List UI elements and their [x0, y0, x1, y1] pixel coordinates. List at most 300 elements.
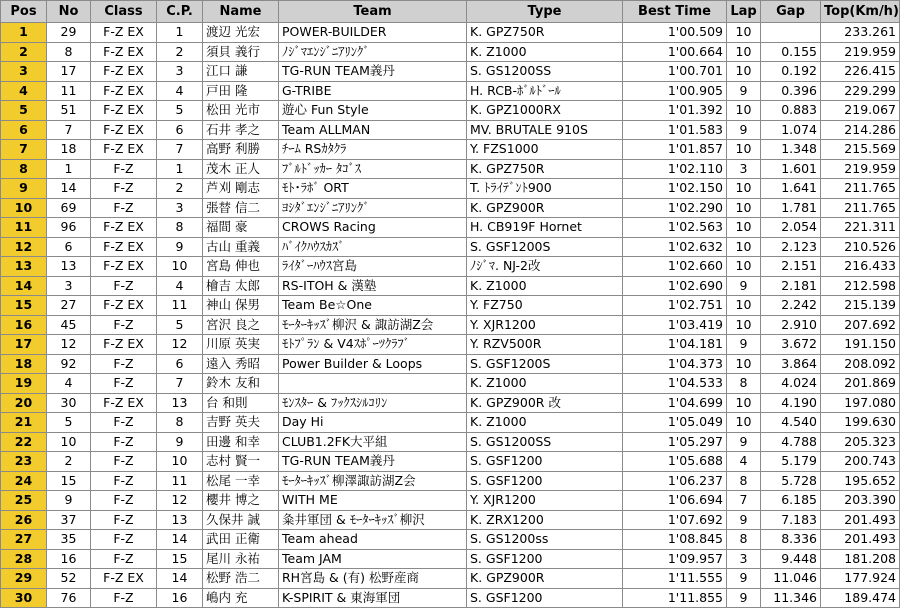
table-row[interactable] — [1, 120, 900, 140]
cell-gap: 0.396 — [761, 81, 821, 101]
cell-top-speed: 233.261 — [821, 23, 900, 43]
cell-best-time: 1'00.701 — [623, 62, 727, 82]
cell-name: 尾川 永祐 — [203, 549, 279, 569]
table-row[interactable] — [1, 140, 900, 160]
table-row[interactable] — [1, 159, 900, 179]
cell-gap: 2.242 — [761, 296, 821, 316]
header-no[interactable]: No — [47, 1, 91, 23]
cell-cp: 6 — [157, 120, 203, 140]
cell-team: G-TRIBE — [279, 81, 467, 101]
cell-name: 台 和則 — [203, 393, 279, 413]
cell-cp: 8 — [157, 413, 203, 433]
cell-gap: 9.448 — [761, 549, 821, 569]
cell-no: 4 — [47, 374, 91, 394]
cell-type: T. ﾄﾗｲﾃﾞﾝﾄ900 — [467, 179, 623, 199]
cell-name: 武田 正衛 — [203, 530, 279, 550]
cell-lap: 10 — [727, 296, 761, 316]
cell-cp: 12 — [157, 491, 203, 511]
cell-best-time: 1'08.845 — [623, 530, 727, 550]
cell-best-time: 1'02.290 — [623, 198, 727, 218]
cell-top-speed: 181.208 — [821, 549, 900, 569]
table-row[interactable] — [1, 374, 900, 394]
cell-cp: 1 — [157, 23, 203, 43]
cell-team: Day Hi — [279, 413, 467, 433]
cell-cp: 11 — [157, 471, 203, 491]
cell-team: K-SPIRIT & 東海軍団 — [279, 588, 467, 608]
cell-lap: 7 — [727, 491, 761, 511]
cell-name: 松尾 一幸 — [203, 471, 279, 491]
cell-class: F-Z — [91, 530, 157, 550]
cell-gap: 2.123 — [761, 237, 821, 257]
cell-best-time: 1'02.690 — [623, 276, 727, 296]
cell-cp: 14 — [157, 530, 203, 550]
cell-type: S. GSF1200 — [467, 452, 623, 472]
table-row[interactable] — [1, 569, 900, 589]
cell-gap: 1.348 — [761, 140, 821, 160]
cell-class: F-Z — [91, 354, 157, 374]
header-pos[interactable]: Pos — [1, 1, 47, 23]
cell-team: RS-ITOH & 漢塾 — [279, 276, 467, 296]
cell-top-speed: 219.959 — [821, 159, 900, 179]
cell-top-speed: 210.526 — [821, 237, 900, 257]
cell-name: 檜吉 太郎 — [203, 276, 279, 296]
cell-name: 久保井 誠 — [203, 510, 279, 530]
cell-top-speed: 203.390 — [821, 491, 900, 511]
cell-type: S. GSF1200S — [467, 237, 623, 257]
cell-type: Y. XJR1200 — [467, 491, 623, 511]
cell-top-speed: 195.652 — [821, 471, 900, 491]
table-row[interactable] — [1, 276, 900, 296]
cell-pos: 11 — [1, 218, 47, 238]
cell-lap: 10 — [727, 179, 761, 199]
cell-class: F-Z EX — [91, 296, 157, 316]
header-gap[interactable]: Gap — [761, 1, 821, 23]
cell-best-time: 1'02.110 — [623, 159, 727, 179]
table-row[interactable] — [1, 257, 900, 277]
cell-lap: 9 — [727, 569, 761, 589]
cell-class: F-Z — [91, 452, 157, 472]
cell-class: F-Z EX — [91, 62, 157, 82]
cell-type: S. GSF1200 — [467, 549, 623, 569]
cell-top-speed: 219.067 — [821, 101, 900, 121]
cell-type: S. GSF1200S — [467, 354, 623, 374]
cell-lap: 10 — [727, 42, 761, 62]
cell-gap: 3.672 — [761, 335, 821, 355]
cell-no: 7 — [47, 120, 91, 140]
cell-type: S. GS1200SS — [467, 62, 623, 82]
cell-gap: 2.910 — [761, 315, 821, 335]
cell-class: F-Z — [91, 374, 157, 394]
cell-lap: 10 — [727, 62, 761, 82]
cell-name: 張替 信二 — [203, 198, 279, 218]
cell-lap: 8 — [727, 530, 761, 550]
cell-best-time: 1'00.905 — [623, 81, 727, 101]
cell-lap: 8 — [727, 374, 761, 394]
cell-type: K. Z1000 — [467, 374, 623, 394]
cell-no: 6 — [47, 237, 91, 257]
cell-team: ﾓﾄ･ﾗﾎﾞ ORT — [279, 179, 467, 199]
table-row[interactable] — [1, 296, 900, 316]
cell-pos: 24 — [1, 471, 47, 491]
cell-top-speed: 201.493 — [821, 530, 900, 550]
table-row[interactable] — [1, 432, 900, 452]
cell-team: RH宮島 & (有) 松野産商 — [279, 569, 467, 589]
table-row[interactable] — [1, 588, 900, 608]
cell-pos: 12 — [1, 237, 47, 257]
header-row — [1, 1, 900, 23]
cell-cp: 3 — [157, 62, 203, 82]
cell-name: 川原 英実 — [203, 335, 279, 355]
cell-pos: 22 — [1, 432, 47, 452]
cell-gap: 0.155 — [761, 42, 821, 62]
cell-team: TG-RUN TEAM義丹 — [279, 452, 467, 472]
cell-best-time: 1'04.533 — [623, 374, 727, 394]
cell-pos: 26 — [1, 510, 47, 530]
cell-best-time: 1'04.373 — [623, 354, 727, 374]
cell-name: 福間 豪 — [203, 218, 279, 238]
cell-team: ﾓｰﾀｰｷｯｽﾞ柳沢 & 諏訪湖Z会 — [279, 315, 467, 335]
table-row[interactable] — [1, 530, 900, 550]
cell-cp: 5 — [157, 315, 203, 335]
cell-team: ﾊﾞｲｸﾊｳｽｶｽﾞ — [279, 237, 467, 257]
cell-pos: 5 — [1, 101, 47, 121]
cell-top-speed: 200.743 — [821, 452, 900, 472]
cell-best-time: 1'11.555 — [623, 569, 727, 589]
cell-no: 15 — [47, 471, 91, 491]
cell-top-speed: 226.415 — [821, 62, 900, 82]
cell-top-speed: 212.598 — [821, 276, 900, 296]
cell-team: Team ahead — [279, 530, 467, 550]
cell-pos: 27 — [1, 530, 47, 550]
cell-class: F-Z — [91, 179, 157, 199]
cell-team: Team JAM — [279, 549, 467, 569]
header-top-speed[interactable]: Top(Km/h) — [821, 1, 900, 23]
cell-type: K. GPZ900R 改 — [467, 393, 623, 413]
header-team[interactable]: Team — [279, 1, 467, 23]
cell-team: CLUB1.2FK大平組 — [279, 432, 467, 452]
cell-best-time: 1'02.751 — [623, 296, 727, 316]
cell-pos: 21 — [1, 413, 47, 433]
cell-pos: 15 — [1, 296, 47, 316]
cell-name: 高野 利勝 — [203, 140, 279, 160]
cell-no: 11 — [47, 81, 91, 101]
cell-pos: 13 — [1, 257, 47, 277]
cell-pos: 30 — [1, 588, 47, 608]
cell-name: 鈴木 友和 — [203, 374, 279, 394]
cell-lap: 3 — [727, 159, 761, 179]
cell-gap: 4.540 — [761, 413, 821, 433]
cell-cp: 7 — [157, 140, 203, 160]
cell-team: ﾗｲﾀﾞｰﾊｳｽ宮島 — [279, 257, 467, 277]
cell-lap: 10 — [727, 393, 761, 413]
cell-best-time: 1'05.688 — [623, 452, 727, 472]
cell-lap: 10 — [727, 315, 761, 335]
cell-best-time: 1'02.660 — [623, 257, 727, 277]
cell-best-time: 1'04.181 — [623, 335, 727, 355]
table-row[interactable] — [1, 179, 900, 199]
cell-top-speed: 229.299 — [821, 81, 900, 101]
cell-pos: 29 — [1, 569, 47, 589]
cell-team: TG-RUN TEAM義丹 — [279, 62, 467, 82]
cell-lap: 10 — [727, 101, 761, 121]
cell-lap: 9 — [727, 81, 761, 101]
cell-lap: 10 — [727, 218, 761, 238]
cell-gap: 8.336 — [761, 530, 821, 550]
header-cp[interactable]: C.P. — [157, 1, 203, 23]
cell-no: 30 — [47, 393, 91, 413]
cell-no: 51 — [47, 101, 91, 121]
table-row[interactable] — [1, 42, 900, 62]
cell-top-speed: 214.286 — [821, 120, 900, 140]
cell-pos: 8 — [1, 159, 47, 179]
cell-gap: 11.046 — [761, 569, 821, 589]
cell-pos: 3 — [1, 62, 47, 82]
cell-cp: 13 — [157, 393, 203, 413]
cell-best-time: 1'09.957 — [623, 549, 727, 569]
cell-no: 3 — [47, 276, 91, 296]
cell-pos: 14 — [1, 276, 47, 296]
cell-team: ﾁｰﾑ RSｶﾀｸﾗ — [279, 140, 467, 160]
cell-name: 石井 孝之 — [203, 120, 279, 140]
cell-gap: 2.181 — [761, 276, 821, 296]
cell-lap: 9 — [727, 335, 761, 355]
cell-pos: 18 — [1, 354, 47, 374]
cell-name: 渡辺 光宏 — [203, 23, 279, 43]
cell-gap: 5.728 — [761, 471, 821, 491]
cell-top-speed: 208.092 — [821, 354, 900, 374]
cell-pos: 4 — [1, 81, 47, 101]
cell-type: H. CB919F Hornet — [467, 218, 623, 238]
cell-type: K. GPZ900R — [467, 569, 623, 589]
header-name[interactable]: Name — [203, 1, 279, 23]
cell-best-time: 1'06.237 — [623, 471, 727, 491]
cell-lap: 4 — [727, 452, 761, 472]
table-row[interactable] — [1, 315, 900, 335]
cell-cp: 15 — [157, 549, 203, 569]
cell-class: F-Z EX — [91, 218, 157, 238]
cell-pos: 23 — [1, 452, 47, 472]
cell-class: F-Z EX — [91, 101, 157, 121]
cell-no: 96 — [47, 218, 91, 238]
cell-best-time: 1'02.563 — [623, 218, 727, 238]
table-row[interactable] — [1, 62, 900, 82]
cell-class: F-Z EX — [91, 393, 157, 413]
table-row[interactable] — [1, 101, 900, 121]
cell-pos: 2 — [1, 42, 47, 62]
cell-class: F-Z — [91, 159, 157, 179]
cell-gap: 11.346 — [761, 588, 821, 608]
cell-best-time: 1'11.855 — [623, 588, 727, 608]
cell-cp: 5 — [157, 101, 203, 121]
cell-team: ﾓﾄﾌﾟﾗﾝ & V4ｽﾎﾟｰﾂｸﾗﾌﾞ — [279, 335, 467, 355]
cell-no: 1 — [47, 159, 91, 179]
cell-gap: 7.183 — [761, 510, 821, 530]
header-type[interactable]: Type — [467, 1, 623, 23]
table-row[interactable] — [1, 413, 900, 433]
cell-type: K. GPZ1000RX — [467, 101, 623, 121]
cell-cp: 2 — [157, 179, 203, 199]
cell-pos: 6 — [1, 120, 47, 140]
cell-team — [279, 374, 467, 394]
cell-no: 76 — [47, 588, 91, 608]
cell-gap: 1.781 — [761, 198, 821, 218]
cell-cp: 9 — [157, 237, 203, 257]
cell-cp: 3 — [157, 198, 203, 218]
cell-team: Team Be☆One — [279, 296, 467, 316]
cell-top-speed: 216.433 — [821, 257, 900, 277]
cell-lap: 8 — [727, 471, 761, 491]
table-row[interactable] — [1, 198, 900, 218]
cell-top-speed: 199.630 — [821, 413, 900, 433]
cell-name: 志村 賢一 — [203, 452, 279, 472]
cell-class: F-Z EX — [91, 23, 157, 43]
header-class[interactable]: Class — [91, 1, 157, 23]
cell-lap: 9 — [727, 120, 761, 140]
cell-lap: 10 — [727, 23, 761, 43]
cell-lap: 10 — [727, 354, 761, 374]
table-row[interactable] — [1, 549, 900, 569]
table-row[interactable] — [1, 354, 900, 374]
cell-top-speed: 201.869 — [821, 374, 900, 394]
table-row[interactable] — [1, 452, 900, 472]
cell-class: F-Z EX — [91, 335, 157, 355]
cell-cp: 9 — [157, 432, 203, 452]
cell-name: 田邊 和幸 — [203, 432, 279, 452]
cell-gap: 0.192 — [761, 62, 821, 82]
cell-type: S. GS1200ss — [467, 530, 623, 550]
cell-name: 遠入 秀昭 — [203, 354, 279, 374]
cell-pos: 20 — [1, 393, 47, 413]
cell-best-time: 1'01.392 — [623, 101, 727, 121]
cell-lap: 9 — [727, 588, 761, 608]
cell-team: Team ALLMAN — [279, 120, 467, 140]
cell-no: 37 — [47, 510, 91, 530]
cell-type: S. GSF1200 — [467, 471, 623, 491]
cell-top-speed: 221.311 — [821, 218, 900, 238]
cell-no: 13 — [47, 257, 91, 277]
cell-name: 松田 光市 — [203, 101, 279, 121]
cell-team: Power Builder & Loops — [279, 354, 467, 374]
cell-pos: 28 — [1, 549, 47, 569]
cell-name: 櫻井 博之 — [203, 491, 279, 511]
cell-best-time: 1'05.297 — [623, 432, 727, 452]
cell-name: 松野 浩二 — [203, 569, 279, 589]
cell-best-time: 1'02.632 — [623, 237, 727, 257]
cell-class: F-Z — [91, 588, 157, 608]
table-row[interactable] — [1, 237, 900, 257]
cell-class: F-Z — [91, 549, 157, 569]
cell-name: 茂木 正人 — [203, 159, 279, 179]
cell-name: 宮沢 良之 — [203, 315, 279, 335]
cell-no: 29 — [47, 23, 91, 43]
cell-class: F-Z — [91, 315, 157, 335]
cell-class: F-Z EX — [91, 569, 157, 589]
cell-name: 神山 保男 — [203, 296, 279, 316]
cell-cp: 4 — [157, 276, 203, 296]
table-row[interactable] — [1, 471, 900, 491]
cell-team: ﾓｰﾀｰｷｯｽﾞ柳澤諏訪湖Z会 — [279, 471, 467, 491]
cell-gap: 4.024 — [761, 374, 821, 394]
table-row[interactable] — [1, 23, 900, 43]
cell-class: F-Z — [91, 510, 157, 530]
cell-top-speed: 211.765 — [821, 198, 900, 218]
table-row[interactable] — [1, 510, 900, 530]
cell-pos: 10 — [1, 198, 47, 218]
cell-class: F-Z EX — [91, 120, 157, 140]
header-lap[interactable]: Lap — [727, 1, 761, 23]
cell-no: 16 — [47, 549, 91, 569]
cell-name: 江口 謙 — [203, 62, 279, 82]
cell-gap: 0.883 — [761, 101, 821, 121]
cell-gap: 2.151 — [761, 257, 821, 277]
cell-no: 35 — [47, 530, 91, 550]
cell-no: 10 — [47, 432, 91, 452]
cell-cp: 12 — [157, 335, 203, 355]
cell-type: K. Z1000 — [467, 42, 623, 62]
cell-type: K. Z1000 — [467, 413, 623, 433]
cell-top-speed: 215.569 — [821, 140, 900, 160]
cell-name: 嶋内 充 — [203, 588, 279, 608]
cell-pos: 25 — [1, 491, 47, 511]
cell-pos: 9 — [1, 179, 47, 199]
table-row[interactable] — [1, 218, 900, 238]
cell-gap: 2.054 — [761, 218, 821, 238]
cell-pos: 19 — [1, 374, 47, 394]
cell-name: 芦刈 剛志 — [203, 179, 279, 199]
cell-no: 9 — [47, 491, 91, 511]
cell-class: F-Z EX — [91, 42, 157, 62]
results-body — [1, 23, 900, 608]
cell-type: K. Z1000 — [467, 276, 623, 296]
cell-no: 52 — [47, 569, 91, 589]
table-row[interactable] — [1, 393, 900, 413]
cell-best-time: 1'00.509 — [623, 23, 727, 43]
cell-type: ﾉｼﾞﾏ. NJ-2改 — [467, 257, 623, 277]
cell-best-time: 1'07.692 — [623, 510, 727, 530]
header-best-time[interactable]: Best Time — [623, 1, 727, 23]
table-row[interactable] — [1, 335, 900, 355]
cell-class: F-Z — [91, 471, 157, 491]
cell-cp: 10 — [157, 257, 203, 277]
cell-class: F-Z — [91, 198, 157, 218]
cell-cp: 14 — [157, 569, 203, 589]
cell-lap: 3 — [727, 549, 761, 569]
cell-class: F-Z — [91, 432, 157, 452]
cell-class: F-Z EX — [91, 257, 157, 277]
cell-gap: 5.179 — [761, 452, 821, 472]
cell-best-time: 1'01.583 — [623, 120, 727, 140]
cell-team: CROWS Racing — [279, 218, 467, 238]
cell-pos: 16 — [1, 315, 47, 335]
cell-team: ﾌﾞﾙﾄﾞｯｶｰ ﾀｺﾞｽ — [279, 159, 467, 179]
table-row[interactable] — [1, 81, 900, 101]
cell-lap: 9 — [727, 510, 761, 530]
cell-best-time: 1'00.664 — [623, 42, 727, 62]
cell-no: 69 — [47, 198, 91, 218]
cell-team: ﾖｼﾀﾞｴﾝｼﾞﾆｱﾘﾝｸﾞ — [279, 198, 467, 218]
cell-class: F-Z — [91, 491, 157, 511]
cell-type: Y. XJR1200 — [467, 315, 623, 335]
cell-name: 戸田 隆 — [203, 81, 279, 101]
cell-type: Y. RZV500R — [467, 335, 623, 355]
cell-best-time: 1'05.049 — [623, 413, 727, 433]
table-row[interactable] — [1, 491, 900, 511]
cell-type: K. ZRX1200 — [467, 510, 623, 530]
cell-type: MV. BRUTALE 910S — [467, 120, 623, 140]
cell-gap: 3.864 — [761, 354, 821, 374]
cell-team: ﾓﾝｽﾀｰ & ﾌｯｸｽｼﾙｺﾘﾝ — [279, 393, 467, 413]
cell-gap: 1.601 — [761, 159, 821, 179]
